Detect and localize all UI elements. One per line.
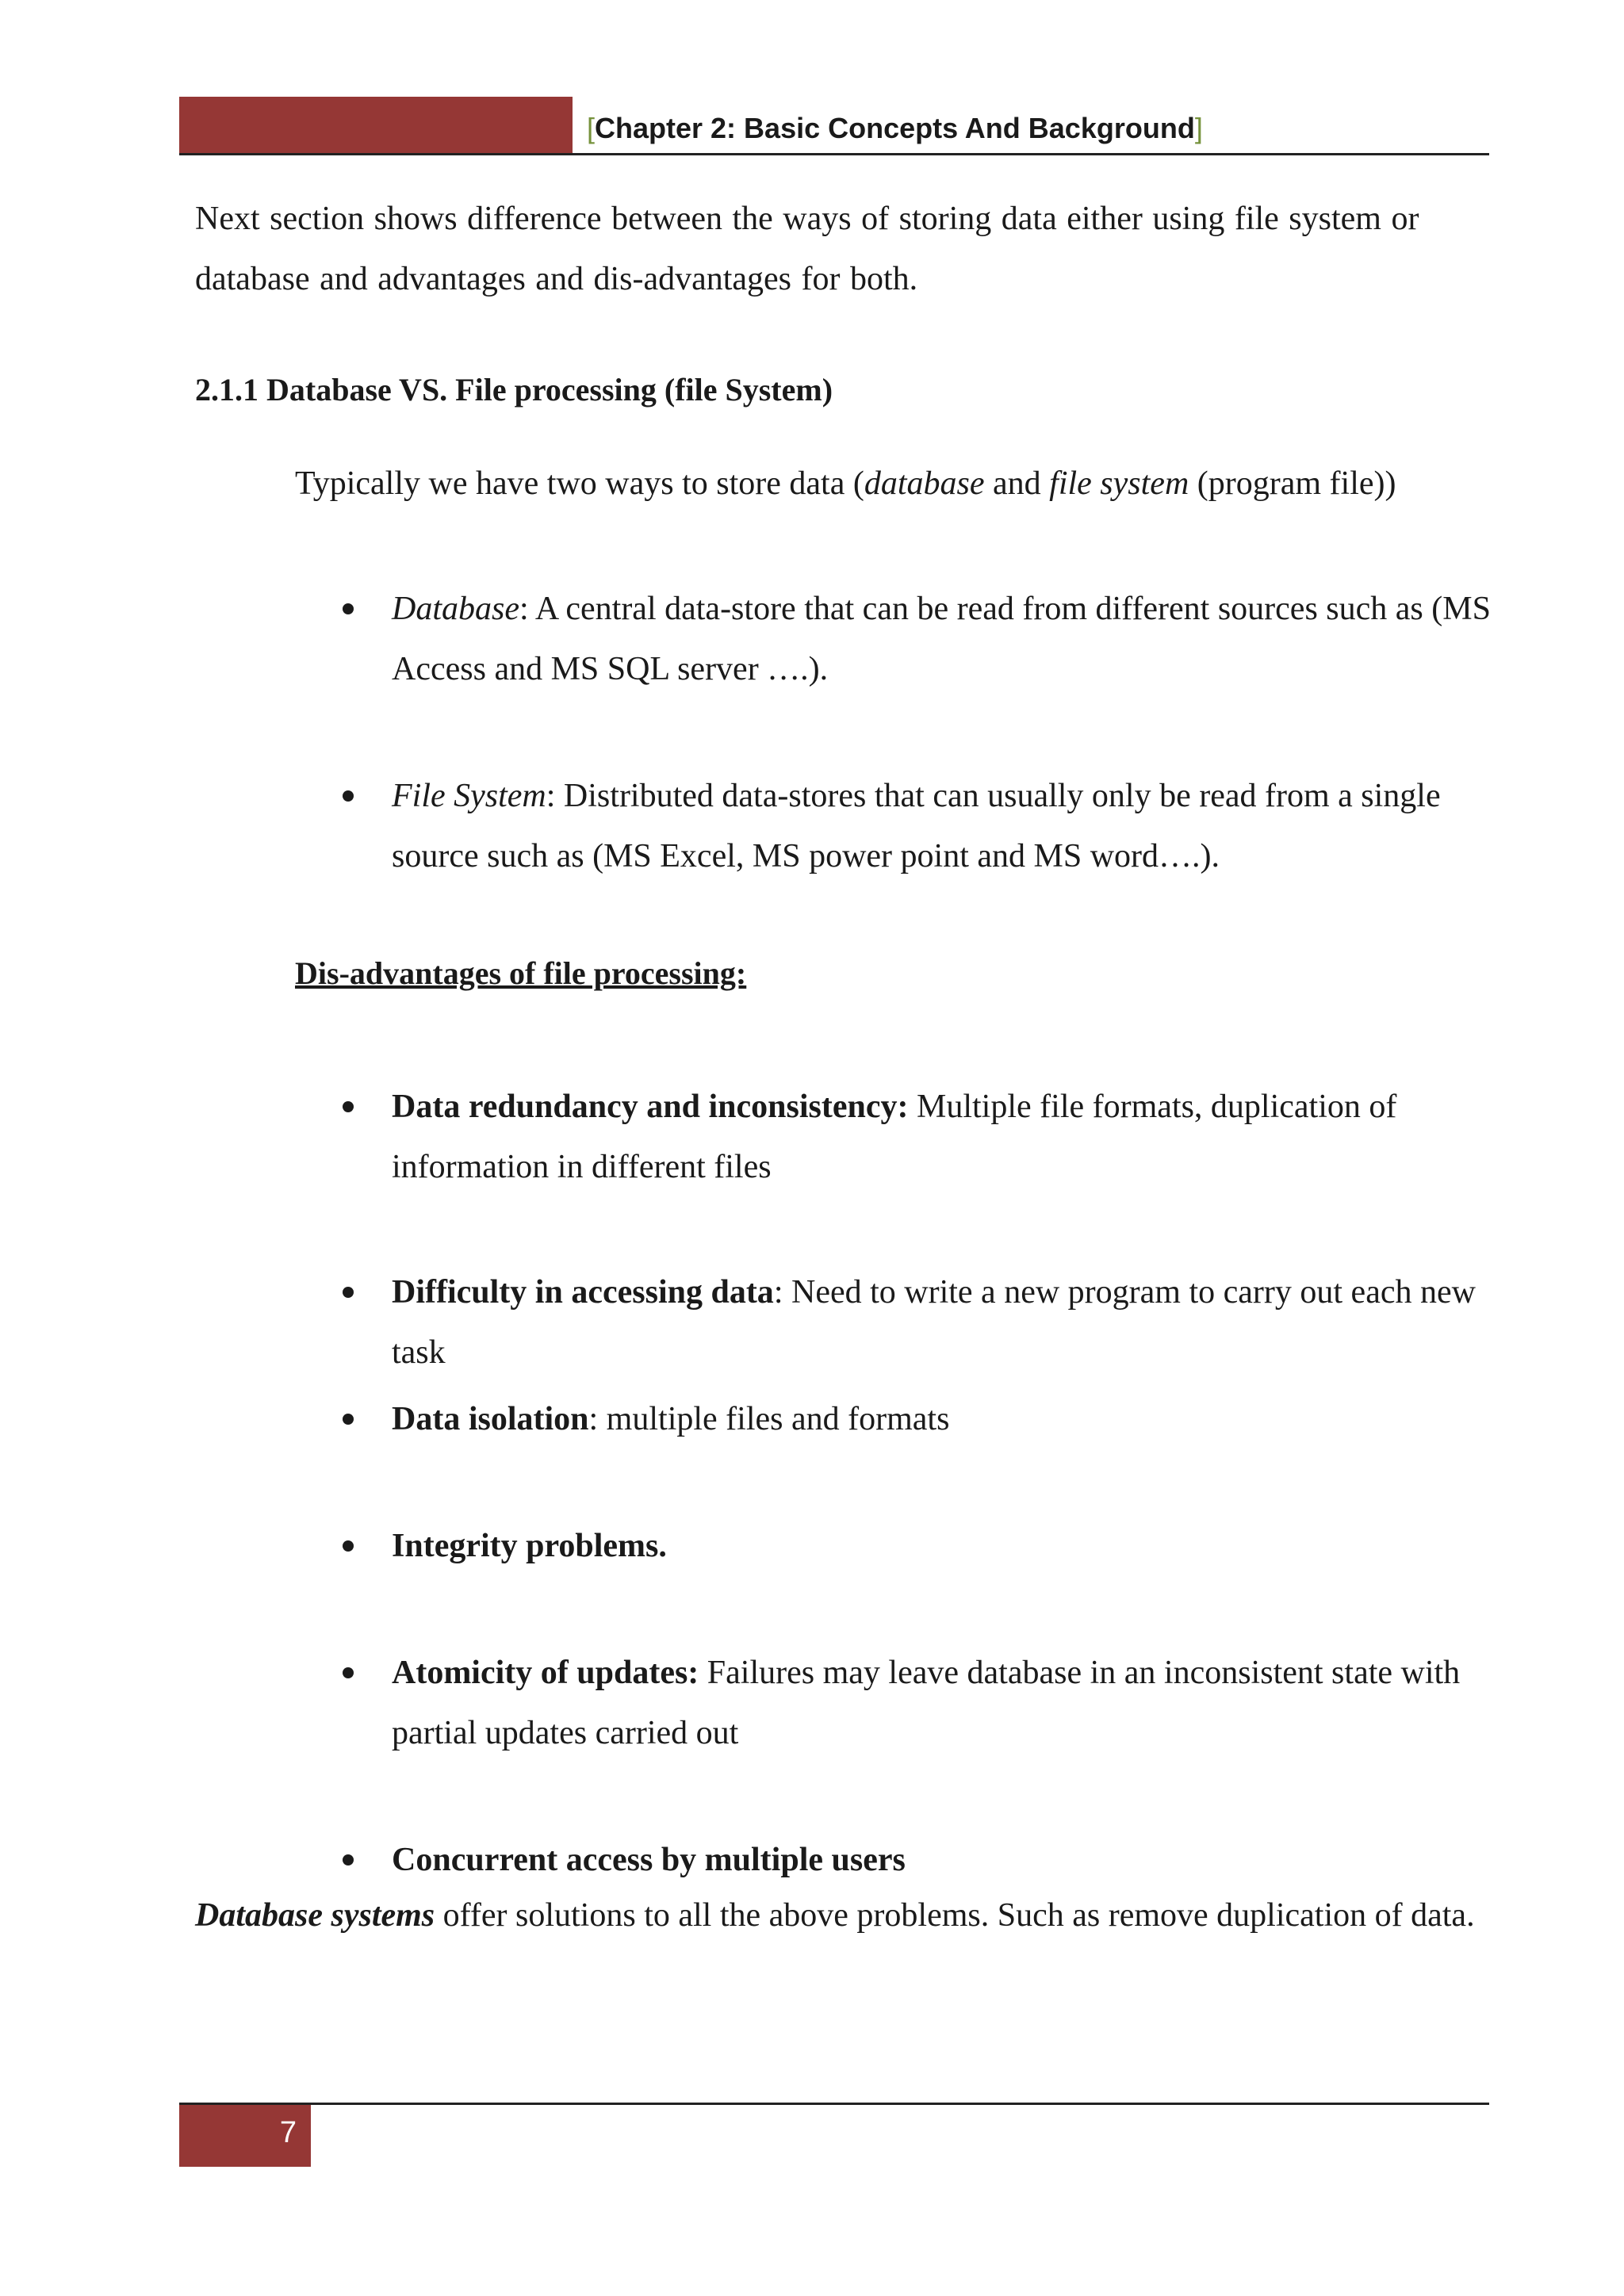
list-item: [336, 1389, 1494, 1449]
typical-term-database: database: [864, 465, 985, 502]
footer-page-box: [179, 2105, 311, 2167]
header-color-bar: [179, 97, 573, 155]
list-item: [336, 766, 1494, 886]
item-text: Failures may leave database in an inconsistent state with partial updates carried out: [392, 1655, 1461, 1751]
bullet-icon: [343, 790, 354, 802]
list-item: [336, 579, 1494, 699]
page-number: 7: [279, 2116, 297, 2149]
header-close-bracket: ]: [1194, 112, 1203, 144]
typical-term-file-system: file system: [1049, 465, 1189, 502]
item-text: Multiple file formats, duplication of information in different files: [392, 1089, 1397, 1185]
header-rule: [179, 153, 1489, 155]
footer-rule: [179, 2103, 1489, 2105]
bullet-icon: [343, 603, 354, 614]
bullet-icon: [343, 1854, 354, 1866]
list-item: [336, 1830, 1494, 1890]
item-text: : Need to write a new program to carry out each new task: [392, 1274, 1476, 1371]
item-term: File System: [392, 778, 546, 814]
closing-term: Database systems: [195, 1897, 435, 1934]
bullet-icon: [343, 1540, 354, 1552]
header-open-bracket: [: [587, 112, 596, 144]
typical-paragraph: [295, 453, 1484, 514]
item-title: Difficulty in accessing data: [392, 1274, 774, 1311]
typical-and: and: [984, 465, 1050, 502]
intro-paragraph: Next section shows difference between the ways of storing data either using file system or database and advantages and dis-advantages for both.: [195, 201, 1419, 297]
chapter-title: Chapter 2: Basic Concepts And Background: [595, 112, 1195, 144]
item-title: Concurrent access by multiple users: [392, 1842, 906, 1878]
closing-paragraph: [195, 1885, 1480, 1946]
closing-text: offer solutions to all the above problems. Such as remove duplication of data.: [435, 1897, 1475, 1934]
item-title: Atomicity of updates:: [392, 1655, 699, 1691]
bullet-icon: [343, 1101, 354, 1112]
bullet-icon: [343, 1287, 354, 1298]
disadvantages-heading: Dis-advantages of file processing:: [295, 955, 747, 991]
item-text: : Distributed data-stores that can usually only be read from a single source such as (MS Excel, MS power point and MS word….).: [392, 778, 1441, 874]
bullet-icon: [343, 1667, 354, 1678]
item-title: Data isolation: [392, 1401, 589, 1437]
section-heading: 2.1.1 Database VS. File processing (file System): [195, 372, 833, 408]
bullet-icon: [343, 1414, 354, 1425]
list-item: [336, 1077, 1494, 1197]
typical-tail: (program file)): [1189, 465, 1396, 502]
list-item: [336, 1262, 1494, 1383]
list-item: [336, 1643, 1494, 1763]
running-header: [587, 106, 1203, 151]
list-item: [336, 1516, 1494, 1576]
item-title: Integrity problems.: [392, 1528, 667, 1564]
typical-lead: Typically we have two ways to store data (: [295, 465, 864, 502]
item-text: : multiple files and formats: [588, 1401, 950, 1437]
item-term: Database: [392, 591, 519, 627]
item-text: : A central data-store that can be read from different sources such as (MS Access and MS SQL server ….).: [392, 591, 1491, 687]
item-title: Data redundancy and inconsistency:: [392, 1089, 909, 1125]
